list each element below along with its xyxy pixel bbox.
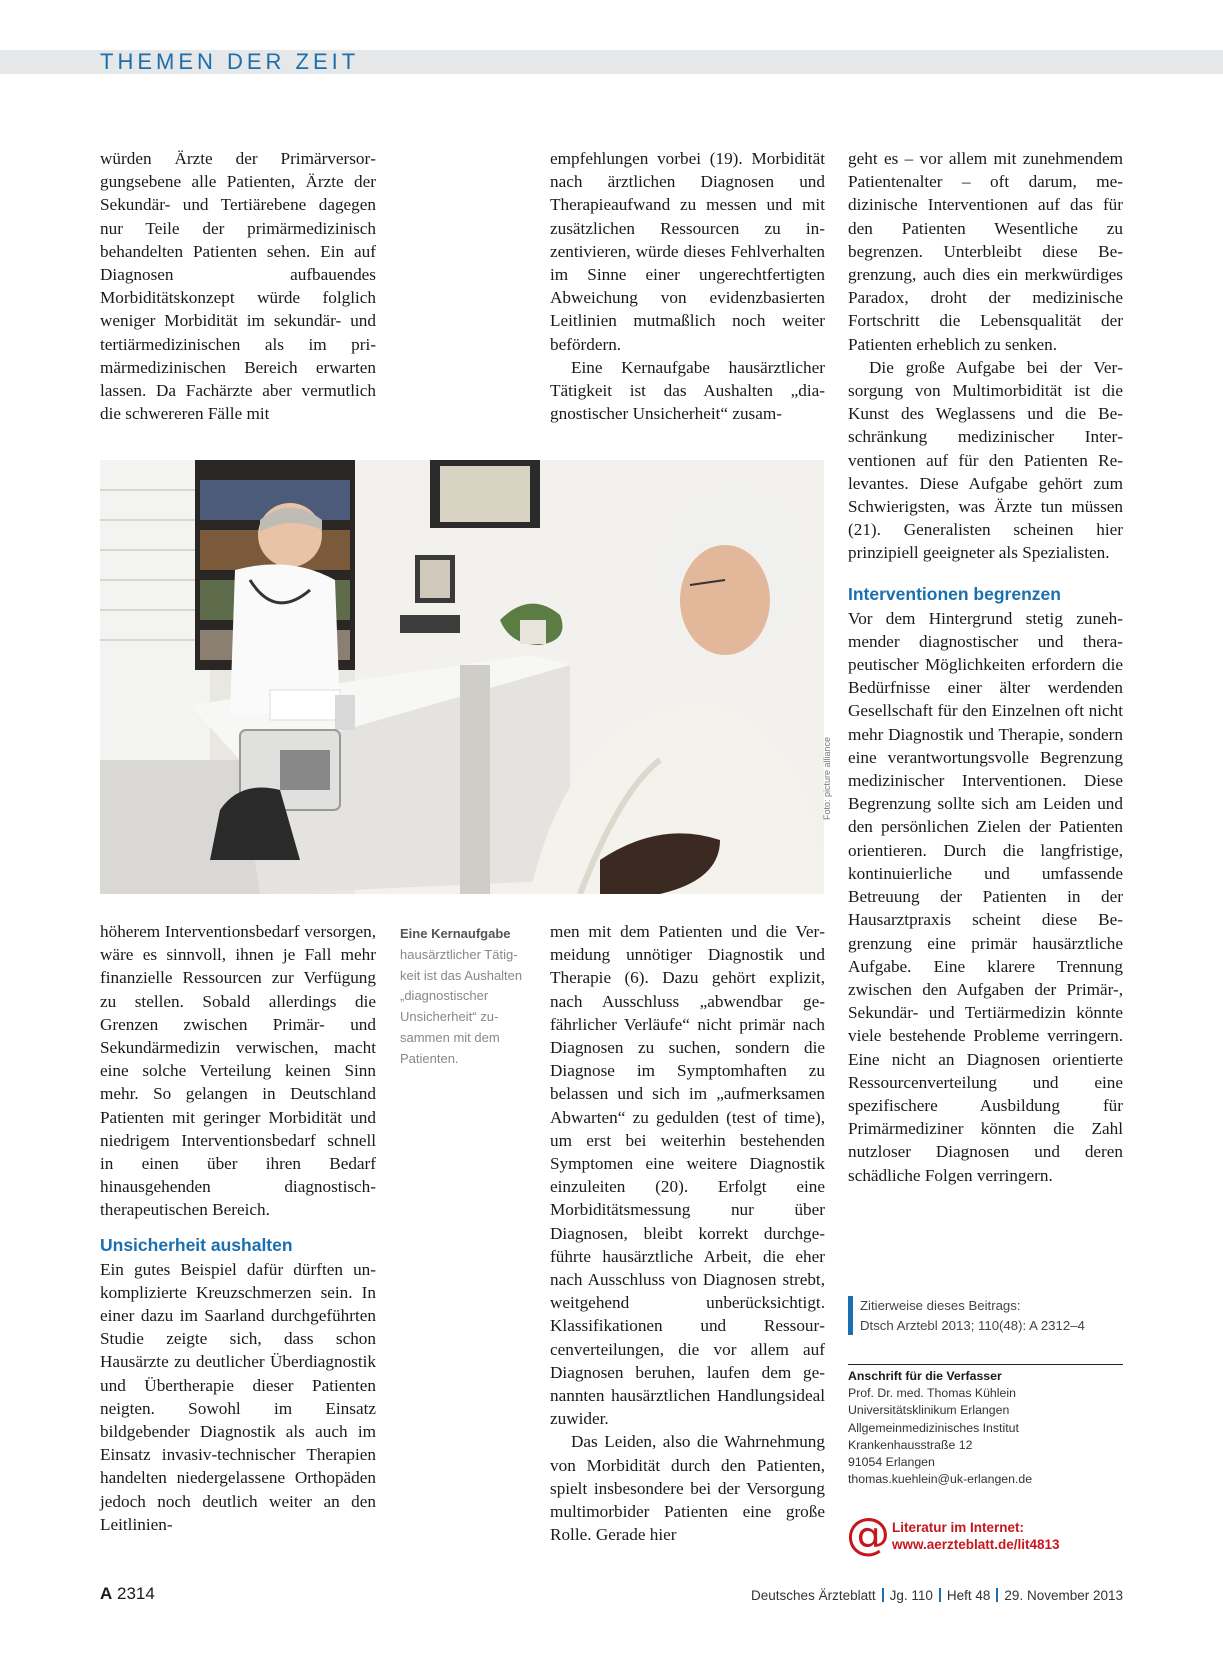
author-email[interactable]: thomas.kuehlein@uk-erlangen.de — [848, 1472, 1033, 1487]
citation-reference: Dtsch Arztebl 2013; 110(48): A 2312–4 — [860, 1317, 1085, 1333]
caption-text: hausärztlicher Tätigkeit ist das Aushalten „diagnostischer Unsicherheit“ zusammen mit dem Patienten. — [400, 946, 523, 1066]
photo-credit: Foto: picture alliance — [822, 736, 832, 820]
column-3-bottom — [550, 920, 825, 1546]
paragraph: Das Leiden, also die Wahrnehmung von Morbidität durch den Patienten, spielt insbesondere bei der Versorgung multimorbider Patienten eine große Rolle. Gerade hier — [550, 1432, 825, 1545]
paragraph: men mit dem Patienten und die Vermeidung unnötiger Diagnostik und Therapie (6). Dazu gehört explizit, nach Ausschluss „abwendbar gefährlicher Verläufe“ nicht primär nach Diagnosen zu suchen, sondern die Diagnose im Symptomhaften zu belassen und sich im „aufmerksamen Abwarten“ zu gedulden (test of time), um erst bei weiterhin bestehenden Symptomen eine weitere Diagnostik einzuleiten (20). Erfolgt eine Morbiditätsmessung nur über Diagnosen, bleibt korrekt durchgeführte hausärztliche Arbeit, die eher nach Ausschluss von Diagnosen strebt, weitgehend unberücksichtigt. Klassifikationen und Ressourcenverteilungen, die vor allem auf Diagnosen beruhen, laufen dem genannten hausärztlichen Handlungsideal zuwider. — [550, 922, 825, 1429]
address-line: Krankenhausstraße 12 — [848, 1437, 973, 1452]
paragraph: Eine Kernaufgabe hausärztlicher Tätigkeit ist das Aushalten „diagnostischer Unsicherheit“ zusam- — [550, 357, 825, 424]
journal-date: 29. November 2013 — [1004, 1588, 1123, 1603]
journal-issue: Heft 48 — [946, 1588, 991, 1603]
section-title: THEMEN DER ZEIT — [100, 49, 360, 74]
paragraph: Die große Aufgabe bei der Versorgung von Multimorbidität ist die Kunst des Weglassens und die Beschränkung medizinischer Interventionen auf für den Patienten Relevantes. Diese Aufgabe gehört zum Schwierigsten, was Ärzte tun müssen (21). Generalisten scheinen hier prinzipiell geeigneter als Spezialisten. — [848, 357, 1123, 563]
footer-divider — [996, 1588, 998, 1602]
page-number-value: 2314 — [117, 1584, 155, 1603]
literature-link-box — [846, 1509, 1126, 1560]
author-address — [848, 1368, 1123, 1488]
address-divider — [848, 1364, 1123, 1365]
literature-label: Literatur im Internet: — [892, 1520, 1025, 1535]
journal-footer — [751, 1588, 1123, 1603]
page-prefix: A — [100, 1584, 113, 1603]
footer-divider — [882, 1588, 884, 1602]
literature-text — [892, 1519, 1060, 1553]
footer-divider — [939, 1588, 941, 1602]
address-line: Allgemeinmedizinisches Institut — [848, 1420, 1019, 1435]
at-sign-icon: @ — [846, 1509, 890, 1560]
address-line: 91054 Erlangen — [848, 1455, 935, 1470]
column-1-bottom — [100, 920, 376, 1536]
photo-caption — [400, 924, 525, 1070]
address-line: Universitätsklinikum Erlangen — [848, 1403, 1010, 1418]
paragraph: geht es – vor allem mit zunehmendem Patientenalter – oft darum, medizinische Interventionen auf das für den Patienten Wesentliche zu begrenzen. Unterbleibt diese Begrenzung, auch dies ein merkwürdiges Paradox, droht der medizinische Fortschritt die Lebensqualität der Patienten erheblich zu senken. — [848, 149, 1123, 354]
paragraph: Ein gutes Beispiel dafür dürften unkomplizierte Kreuzschmerzen sein. In einer dazu im Saarland durchgeführten Studie zeigte sich, dass schon Hausärzte zu deutlicher Überdiagnostik und Übertherapie dieser Patienten neigten. Sowohl im Einsatz bildgebender Diagnostik als auch im Einsatz invasiv-technischer Therapien handelten niedergelassene Orthopäden jedoch noch deutlich weiter an den Leitlinien- — [100, 1259, 376, 1534]
paragraph: Vor dem Hintergrund stetig zunehmender diagnostischer und therapeutischer Möglichkeiten erfordern die Bedürfnisse einer älter werdenden Gesellschaft für den Einzelnen oft nicht mehr Diagnostik und Therapie, sondern eine verantwortungsvolle Begrenzung medizinischer Interventionen. Diese Begrenzung sollte sich am Leiden und den persönlichen Zielen der Patienten orientieren. Durch die langfristige, kontinuierliche und umfassende Betreuung der Patienten in der Hausarztpraxis scheint diese Begrenzung eine primär hausärztliche Aufgabe. Eine klarere Trennung zwischen den Aufgaben der Primär-, Sekundär- und Tertiärmedizin könnte viele bestehende Probleme verringern. Eine nicht an Diagnosen orientierte Ressourcenverteilung und eine spezifischere Ausbildung für Primärmediziner könnten die Zahl nutzloser Diagnosen und deren schädliche Folgen verringern. — [848, 608, 1123, 1185]
citation-box — [848, 1296, 1135, 1335]
paragraph: empfehlungen vorbei (19). Morbidität nach ärztlichen Diagnosen und Therapieaufwand zu messen und mit zusätzlichen Ressourcen zu inzentivieren, würde dieses Fehlverhalten im Sinne einer ungerechtfertigten Abweichung von evidenzbasierten Leitlinien mutmaßlich noch weiter befördern. — [550, 149, 825, 354]
section-heading-unsicherheit: Unsicherheit aushalten — [100, 1234, 293, 1255]
doctor-patient-photo — [100, 460, 824, 894]
column-1-top — [100, 147, 376, 425]
section-heading-interventionen: Interventionen begrenzen — [848, 583, 1061, 604]
journal-name: Deutsches Ärzteblatt — [751, 1588, 876, 1603]
journal-volume: Jg. 110 — [889, 1588, 933, 1603]
address-heading: Anschrift für die Verfasser — [848, 1369, 1002, 1383]
column-3-top — [550, 147, 825, 425]
column-4 — [848, 147, 1123, 1187]
caption-lead: Eine Kernaufgabe — [400, 926, 511, 941]
citation-label: Zitierweise dieses Beitrags: — [860, 1298, 1021, 1313]
paragraph: würden Ärzte der Primärversorgungsebene alle Patienten, Ärzte der Sekundär- und Tertiärebene dagegen nur Teile der primärmedizinisch behandelten Patienten sehen. Ein auf Diagnosen aufbauendes Morbiditätskonzept würde folglich weniger Morbidität im sekundär- und tertiärmedizinischen als im primärmedizinischen Bereich erwarten lassen. Da Fachärzte aber vermutlich die schwereren Fälle mit — [100, 149, 376, 424]
paragraph: höherem Interventionsbedarf versorgen, wäre es sinnvoll, ihnen je Fall mehr finanzielle Ressourcen zur Verfügung zu stellen. Sobald allerdings die Grenzen zwischen Primär- und Sekundärmedizin verwischen, macht eine solche Verteilung keinen Sinn mehr. So gelangen in Deutschland Patienten mit geringer Morbidität und niedrigem Interventionsbedarf schnell in einen über ihren Bedarf hinausgehenden diagnostisch-therapeutischen Bereich. — [100, 922, 376, 1220]
page-number — [100, 1584, 155, 1604]
literature-url-link[interactable]: www.aerzteblatt.de/lit4813 — [892, 1537, 1060, 1552]
article-photo — [100, 460, 824, 894]
address-line: Prof. Dr. med. Thomas Kühlein — [848, 1386, 1016, 1401]
